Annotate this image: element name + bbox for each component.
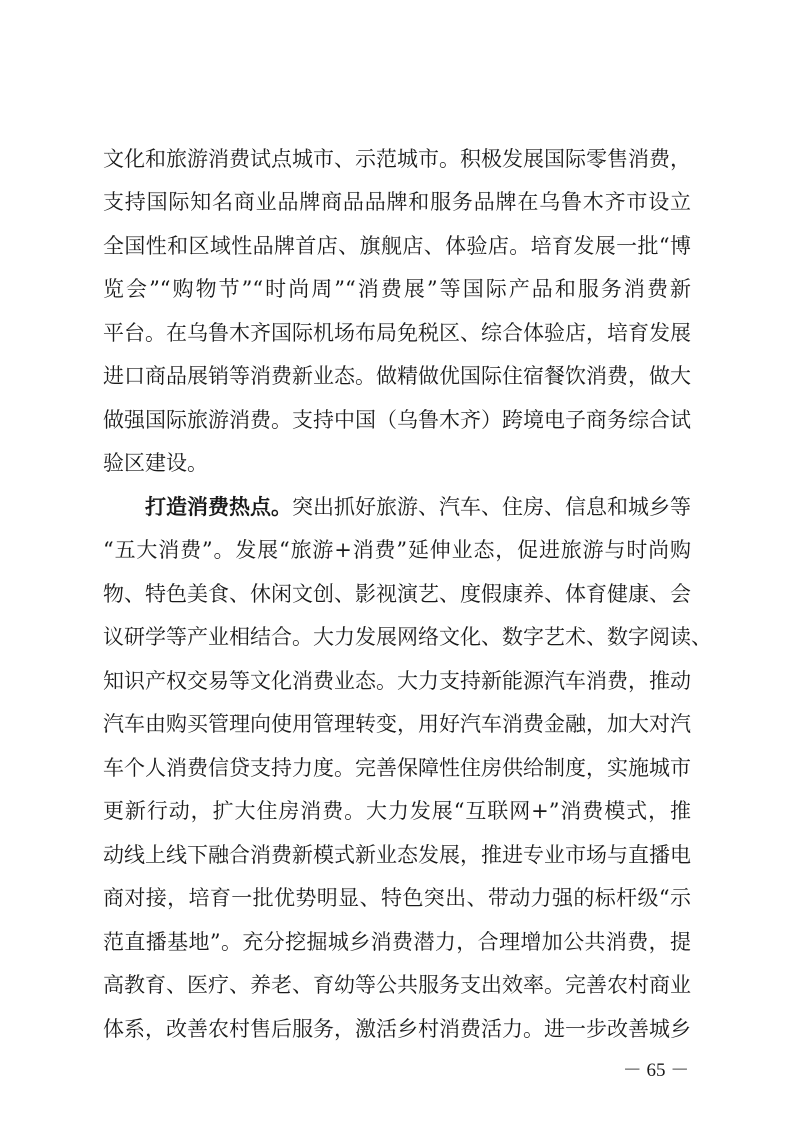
paragraph-line: 车个人消费信贷支持力度。完善保障性住房供给制度，实施城市 xyxy=(103,756,691,780)
paragraph-line: “五大消费”。发展“旅游+消费”延伸业态，促进旅游与时尚购 xyxy=(103,538,691,562)
paragraph-line: 更新行动，扩大住房消费。大力发展“互联网+”消费模式，推 xyxy=(103,799,691,823)
page-number: － 65 － xyxy=(622,1060,690,1081)
paragraph-line: 体系，改善农村售后服务，激活乡村消费活力。进一步改善城乡 xyxy=(103,1017,691,1041)
paragraph-line: 进口商品展销等消费新业态。做精做优国际住宿餐饮消费，做大 xyxy=(103,364,691,388)
section-lead-heading: 打造消费热点。 xyxy=(145,495,292,519)
paragraph-line: 商对接，培育一批优势明显、特色突出、带动力强的标杆级“示 xyxy=(103,886,691,910)
paragraph-line: 范直播基地”。充分挖掘城乡消费潜力，合理增加公共消费，提 xyxy=(103,930,691,954)
paragraph-line: 全国性和区域性品牌首店、旗舰店、体验店。培育发展一批“博 xyxy=(103,234,691,258)
paragraph-line: 平台。在乌鲁木齐国际机场布局免税区、综合体验店，培育发展 xyxy=(103,321,691,345)
paragraph-line: 验区建设。 xyxy=(103,451,208,475)
paragraph-line: 高教育、医疗、养老、育幼等公共服务支出效率。完善农村商业 xyxy=(103,973,691,997)
paragraph-line: 动线上线下融合消费新模式新业态发展，推进专业市场与直播电 xyxy=(103,843,691,867)
paragraph-first-line xyxy=(145,492,691,522)
paragraph-line: 物、特色美食、休闲文创、影视演艺、度假康养、体育健康、会 xyxy=(103,582,691,606)
paragraph-first-line-text: 突出抓好旅游、汽车、住房、信息和城乡等 xyxy=(292,495,691,519)
paragraph-line: 览会”“购物节”“时尚周”“消费展”等国际产品和服务消费新 xyxy=(103,277,691,301)
paragraph-line: 汽车由购买管理向使用管理转变，用好汽车消费金融，加大对汽 xyxy=(103,712,691,736)
paragraph-line: 知识产权交易等文化消费业态。大力支持新能源汽车消费，推动 xyxy=(103,669,691,693)
paragraph-line: 支持国际知名商业品牌商品品牌和服务品牌在乌鲁木齐市设立 xyxy=(103,190,691,214)
paragraph-line: 文化和旅游消费试点城市、示范城市。积极发展国际零售消费， xyxy=(103,147,691,171)
paragraph-line: 做强国际旅游消费。支持中国（乌鲁木齐）跨境电子商务综合试 xyxy=(103,408,691,432)
paragraph-line: 议研学等产业相结合。大力发展网络文化、数字艺术、数字阅读、 xyxy=(103,625,712,649)
